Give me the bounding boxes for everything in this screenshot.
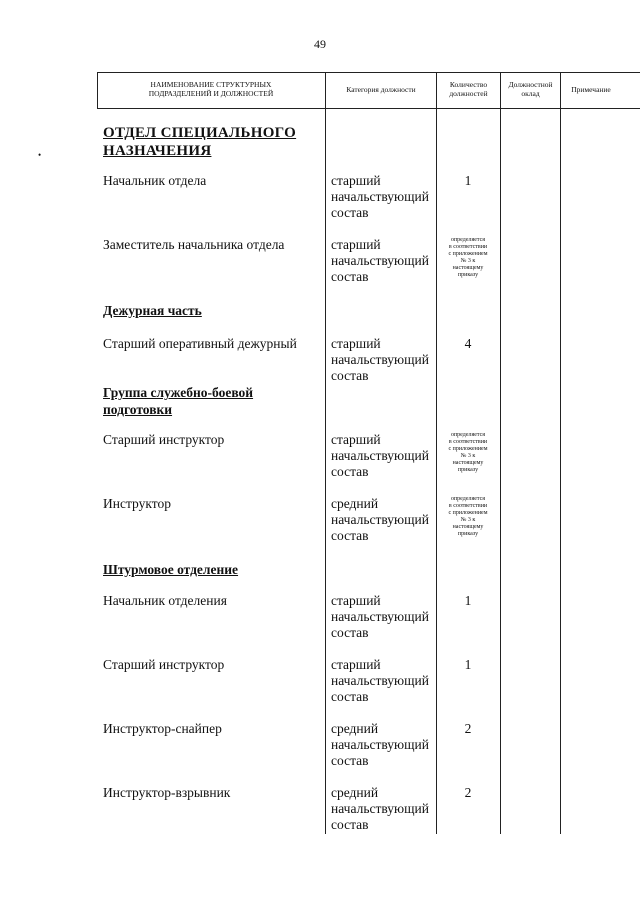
position-quantity: 1 xyxy=(464,173,472,188)
position-name: Старший оперативный дежурный xyxy=(103,336,297,351)
header-col-name: НАИМЕНОВАНИЕ СТРУКТУРНЫХ ПОДРАЗДЕЛЕНИЙ И ДОЛЖНОСТЕЙ xyxy=(148,80,274,98)
position-name: Старший инструктор xyxy=(103,432,225,447)
position-name: Инструктор-взрывник xyxy=(103,785,231,800)
column-divider xyxy=(500,72,501,834)
position-quantity: 2 xyxy=(464,785,472,800)
header-col-category: Категория должности xyxy=(346,85,416,94)
header-col-salary: Должностной оклад xyxy=(508,80,553,98)
position-quantity: 1 xyxy=(464,593,472,608)
position-quantity: 4 xyxy=(464,336,472,351)
position-category: средний начальствующий состав xyxy=(331,496,429,543)
position-name: Старший инструктор xyxy=(103,657,225,672)
column-divider xyxy=(325,72,326,834)
position-category: старший начальствующий состав xyxy=(331,657,429,704)
position-name: Инструктор-снайпер xyxy=(103,721,222,736)
position-name: Начальник отделения xyxy=(103,593,227,608)
position-quantity: определяется в соответствии с приложением № 3 к настоящему приказу xyxy=(448,496,488,537)
position-category: средний начальствующий состав xyxy=(331,721,429,768)
page-number: 49 xyxy=(314,37,326,51)
position-quantity: определяется в соответствии с приложением № 3 к настоящему приказу xyxy=(448,237,488,278)
position-name: Инструктор xyxy=(103,496,171,511)
section-title: Группа служебно-боевой подготовки xyxy=(103,385,254,417)
table-top-rule xyxy=(97,72,640,73)
position-quantity: определяется в соответствии с приложением № 3 к настоящему приказу xyxy=(448,432,488,473)
column-divider xyxy=(560,72,561,834)
position-category: старший начальствующий состав xyxy=(331,336,429,383)
scan-mark: • xyxy=(38,150,42,160)
header-col-note: Примечание xyxy=(571,85,611,94)
position-category: старший начальствующий состав xyxy=(331,237,429,284)
section-title: Штурмовое отделение xyxy=(103,562,239,577)
position-category: старший начальствующий состав xyxy=(331,432,429,479)
position-quantity: 1 xyxy=(464,657,472,672)
position-category: старший начальствующий состав xyxy=(331,173,429,220)
position-name: Начальник отдела xyxy=(103,173,207,188)
table-header-rule xyxy=(97,108,640,109)
header-col-quantity: Количество должностей xyxy=(449,80,488,98)
position-category: средний начальствующий состав xyxy=(331,785,429,832)
position-category: старший начальствующий состав xyxy=(331,593,429,640)
position-name: Заместитель начальника отдела xyxy=(103,237,285,252)
position-quantity: 2 xyxy=(464,721,472,736)
section-title: Дежурная часть xyxy=(103,303,202,318)
section-title: ОТДЕЛ СПЕЦИАЛЬНОГО НАЗНАЧЕНИЯ xyxy=(103,125,297,159)
